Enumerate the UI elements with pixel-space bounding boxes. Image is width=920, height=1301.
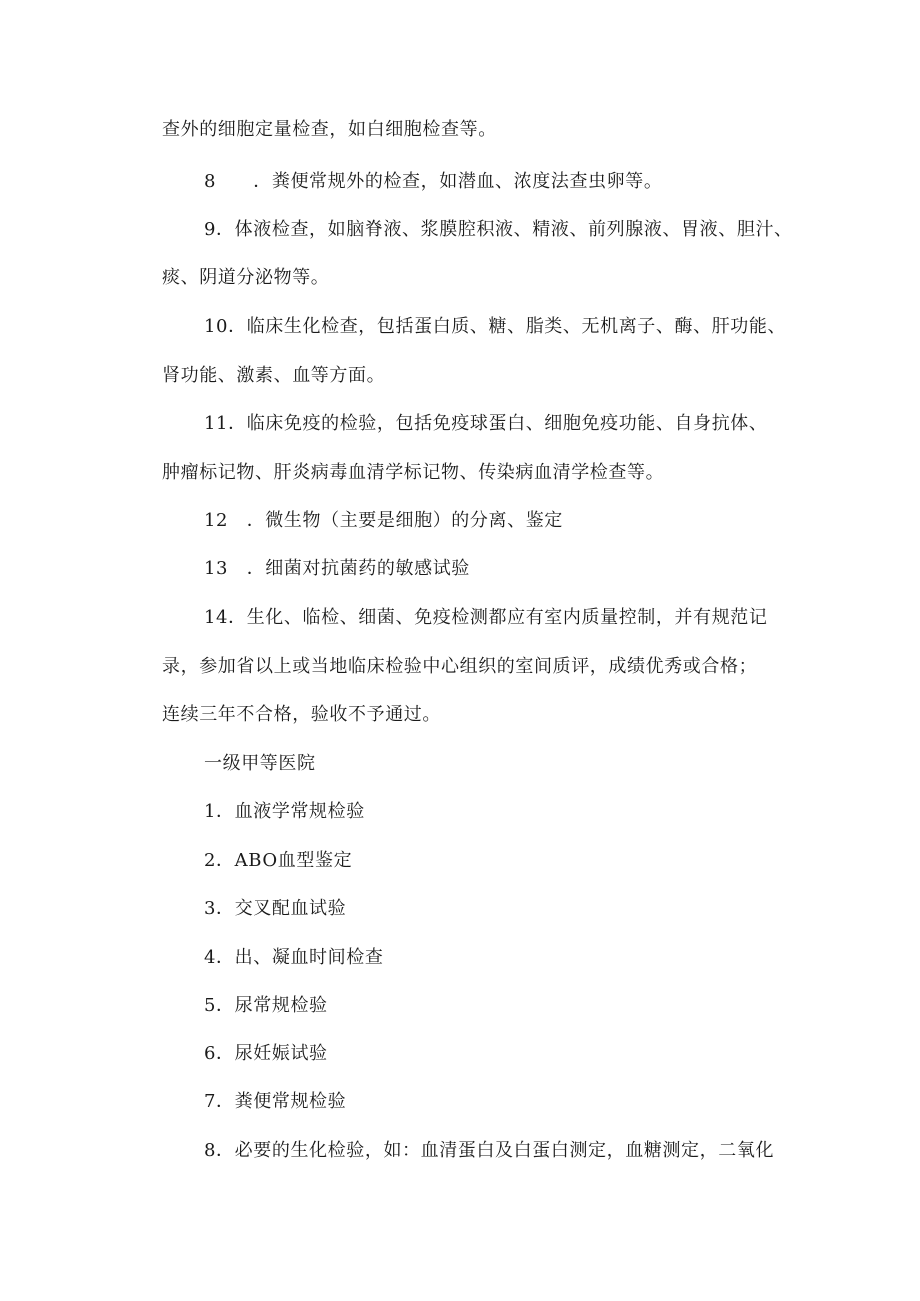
text-line: 8 ．粪便常规外的检查，如潜血、浓度法查虫卵等。 bbox=[204, 171, 663, 192]
text-line: 14．生化、临检、细菌、免疫检测都应有室内质量控制，并有规范记 bbox=[204, 607, 768, 628]
text-line: 13 ．细菌对抗菌药的敏感试验 bbox=[204, 558, 470, 579]
list-item: 4．出、凝血时间检查 bbox=[204, 947, 384, 968]
text-line: 12 ．微生物（主要是细胞）的分离、鉴定 bbox=[204, 510, 563, 531]
text-line: 肿瘤标记物、肝炎病毒血清学标记物、传染病血清学检查等。 bbox=[162, 462, 665, 483]
text-line: 肾功能、激素、血等方面。 bbox=[162, 365, 386, 386]
list-item: 2．ABO血型鉴定 bbox=[204, 850, 353, 871]
text-line: 连续三年不合格，验收不予通过。 bbox=[162, 704, 441, 725]
list-item: 1．血液学常规检验 bbox=[204, 801, 365, 822]
text-line: 查外的细胞定量检查，如白细胞检查等。 bbox=[162, 119, 497, 140]
text-line: 11．临床免疫的检验，包括免疫球蛋白、细胞免疫功能、自身抗体、 bbox=[204, 413, 768, 434]
text-line: 录，参加省以上或当地临床检验中心组织的室间质评，成绩优秀或合格； bbox=[162, 656, 758, 677]
text-line: 10．临床生化检查，包括蛋白质、糖、脂类、无机离子、酶、肝功能、 bbox=[204, 316, 787, 337]
section-heading: 一级甲等医院 bbox=[204, 753, 316, 774]
list-item: 8．必要的生化检验，如：血清蛋白及白蛋白测定，血糖测定，二氧化 bbox=[204, 1140, 775, 1161]
list-item: 3．交叉配血试验 bbox=[204, 898, 347, 919]
list-item: 5．尿常规检验 bbox=[204, 995, 328, 1016]
list-item: 6．尿妊娠试验 bbox=[204, 1043, 328, 1064]
text-line: 9．体液检查，如脑脊液、浆膜腔积液、精液、前列腺液、胃液、胆汁、 bbox=[204, 219, 793, 240]
text-line: 痰、阴道分泌物等。 bbox=[162, 267, 330, 288]
list-item: 7．粪便常规检验 bbox=[204, 1091, 347, 1112]
